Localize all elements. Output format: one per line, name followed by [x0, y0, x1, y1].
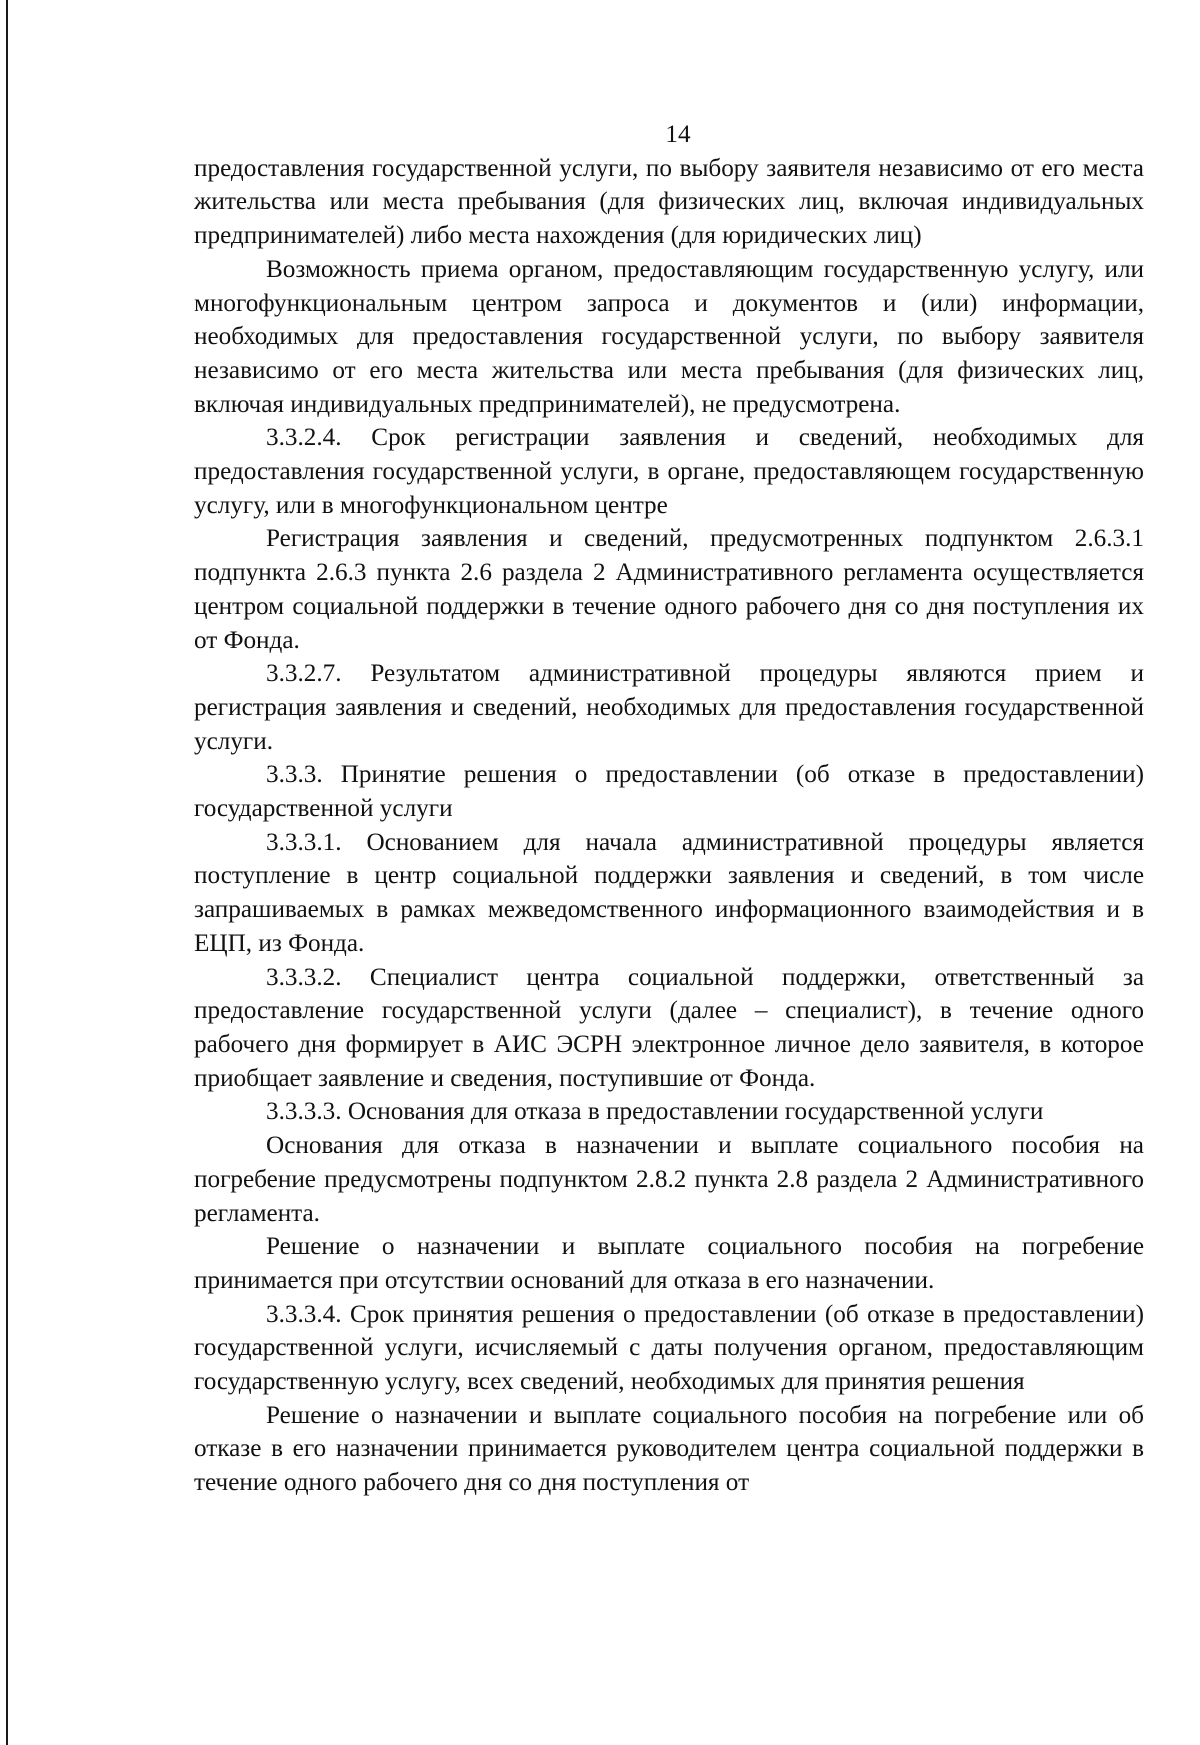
paragraph: Решение о назначении и выплате социального пособия на погребение или об отказе в его назначении принимается руководителем центра социальной поддержки в течение одного рабочего дня со дня поступления от [194, 1401, 1144, 1497]
paragraph-section-3-3-3-2: 3.3.3.2. Специалист центра социальной поддержки, ответственный за предоставление государственной услуги (далее – специалист), в течение одного рабочего дня формирует в АИС ЭСРН электронное личное дело заявителя, в которое приобщает заявление и сведения, поступившие от Фонда. [194, 963, 1144, 1092]
paragraph: Возможность приема органом, предоставляющим государственную услугу, или многофункциональным центром запроса и документов и (или) информации, необходимых для предоставления государственной услуги, по выбору заявителя независимо от его места жительства или места пребывания (для физических лиц, включая индивидуальных предпринимателей), не предусмотрена. [194, 255, 1144, 418]
paragraph-section-3-3-3-4: 3.3.3.4. Срок принятия решения о предоставлении (об отказе в предоставлении) государственной услуги, исчисляемый с даты получения органом, предоставляющим государственную услугу, всех сведений, необходимых для принятия решения [194, 1300, 1144, 1396]
paragraph: Основания для отказа в назначении и выплате социального пособия на погребение предусмотрены подпунктом 2.8.2 пункта 2.8 раздела 2 Административного регламента. [194, 1132, 1144, 1227]
paragraph-continuation: предоставления государственной услуги, по выбору заявителя независимо от его места жительства или места пребывания (для физических лиц, включая индивидуальных предпринимателей) либо места нахождения (для юридических лиц) [194, 154, 1144, 250]
paragraph: Решение о назначении и выплате социального пособия на погребение принимается при отсутствии оснований для отказа в его назначении. [194, 1233, 1144, 1294]
page-number: 14 [665, 121, 691, 148]
document-page [194, 118, 1144, 1500]
scan-border-line [6, 0, 8, 1745]
paragraph-section-3-3-3-1: 3.3.3.1. Основанием для начала административной процедуры является поступление в центр социальной поддержки заявления и сведений, в том числе запрашиваемых в рамках межведомственного информационного взаимодействия и в ЕЦП, из Фонда. [194, 828, 1144, 957]
paragraph-section-3-3-3: 3.3.3. Принятие решения о предоставлении (об отказе в предоставлении) государственной услуги [194, 761, 1144, 823]
paragraph-section-3-3-2-7: 3.3.2.7. Результатом административной процедуры являются прием и регистрация заявления и сведений, необходимых для предоставления государственной услуги. [194, 660, 1144, 755]
paragraph-section-3-3-3-3: 3.3.3.3. Основания для отказа в предоставлении государственной услуги [266, 1098, 1044, 1126]
paragraph-section-3-3-2-4: 3.3.2.4. Срок регистрации заявления и сведений, необходимых для предоставления государственной услуги, в органе, предоставляющем государственную услугу, или в многофункциональном центре [194, 424, 1144, 519]
paragraph: Регистрация заявления и сведений, предусмотренных подпунктом 2.6.3.1 подпункта 2.6.3 пункта 2.6 раздела 2 Административного регламента осуществляется центром социальной поддержки в течение одного рабочего дня со дня поступления их от Фонда. [194, 525, 1144, 654]
